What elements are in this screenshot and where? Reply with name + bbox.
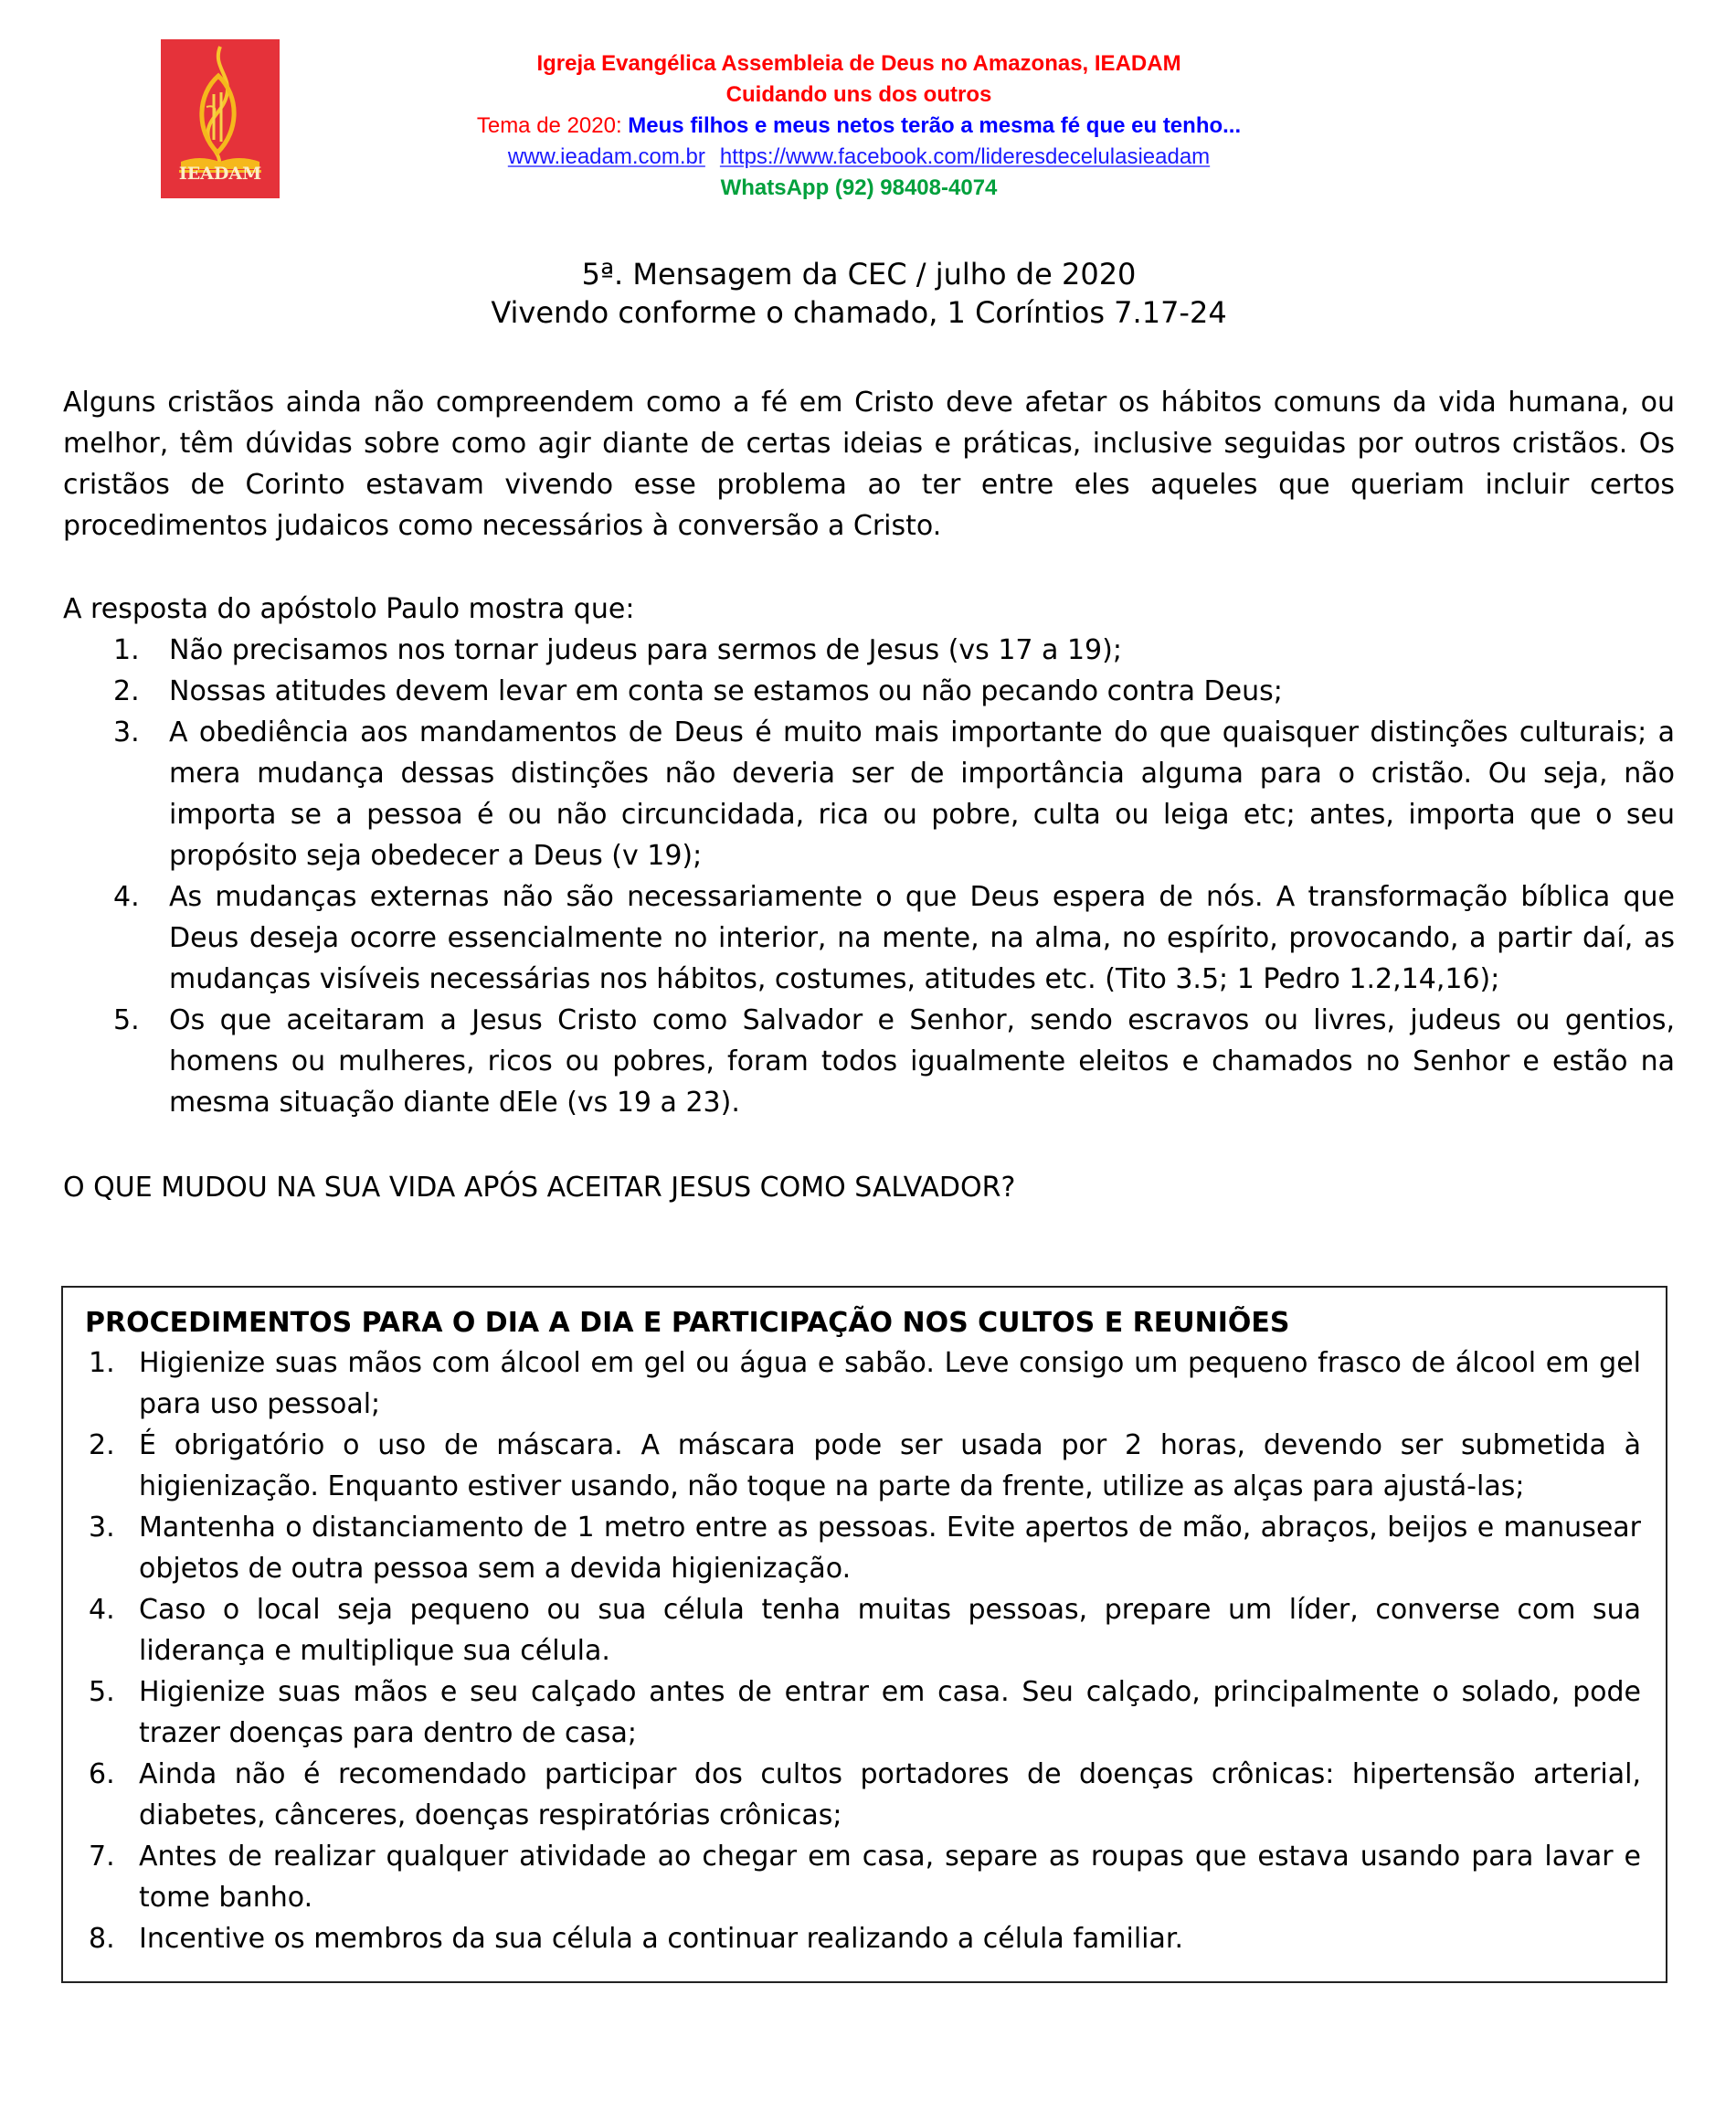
list-item — [63, 1342, 1666, 1425]
item-text: Antes de realizar qualquer atividade ao chegar em casa, separe as roupas que estava usando para lavar e tome banho. — [139, 1841, 1641, 1914]
list-item — [63, 1589, 1666, 1671]
ieadam-logo — [161, 39, 280, 198]
theme-label: Tema de 2020: — [476, 113, 622, 138]
item-number: 2. — [113, 675, 140, 707]
item-text: Higienize suas mãos com álcool em gel ou água e sabão. Leve consigo um pequeno frasco de álcool em gel para uso pessoal; — [139, 1347, 1641, 1420]
whatsapp-contact: WhatsApp (92) 98408-4074 — [720, 175, 998, 200]
theme-text: Meus filhos e meus netos terão a mesma fé que eu tenho... — [628, 113, 1242, 138]
item-number: 7. — [89, 1841, 115, 1873]
procedures-list — [63, 1342, 1666, 1959]
item-text: Ainda não é recomendado participar dos cultos portadores de doenças crônicas: hipertensão arterial, diabetes, cânceres, doenças respiratórias crônicas; — [139, 1758, 1641, 1831]
facebook-link[interactable]: https://www.facebook.com/lideresdecelulasieadam — [719, 144, 1211, 169]
reflection-question: O QUE MUDOU NA SUA VIDA APÓS ACEITAR JESUS COMO SALVADOR? — [63, 1172, 1016, 1204]
list-item — [63, 1836, 1666, 1918]
list-item — [63, 1425, 1666, 1507]
website-link[interactable]: www.ieadam.com.br — [507, 144, 705, 169]
links-line — [329, 142, 1389, 173]
item-number: 6. — [89, 1758, 115, 1790]
list-item — [63, 1000, 1675, 1123]
item-number: 2. — [89, 1429, 115, 1461]
item-number: 1. — [89, 1347, 115, 1379]
list-item — [63, 1671, 1666, 1754]
message-title — [274, 255, 1444, 332]
item-number: 5. — [89, 1676, 115, 1708]
title-line-2: Vivendo conforme o chamado, 1 Coríntios 7.17-24 — [491, 295, 1227, 330]
item-text: Caso o local seja pequeno ou sua célula tenha muitas pessoas, prepare um líder, converse com sua liderança e multiplique sua célula. — [139, 1594, 1641, 1667]
answer-intro: A resposta do apóstolo Paulo mostra que: — [63, 593, 635, 625]
item-number: 8. — [89, 1923, 115, 1955]
theme-line — [329, 111, 1389, 142]
list-item — [63, 1918, 1666, 1959]
list-item — [63, 712, 1675, 876]
list-item — [63, 1507, 1666, 1589]
item-text: Higienize suas mãos e seu calçado antes de entrar em casa. Seu calçado, principalmente o solado, pode trazer doenças para dentro de casa; — [139, 1676, 1641, 1749]
item-text: Mantenha o distanciamento de 1 metro entre as pessoas. Evite apertos de mão, abraços, beijos e manusear objetos de outra pessoa sem a devida higienização. — [139, 1512, 1641, 1585]
list-item — [63, 671, 1675, 712]
points-list — [63, 630, 1675, 1123]
item-text: Não precisamos nos tornar judeus para sermos de Jesus (vs 17 a 19); — [169, 634, 1122, 666]
item-number: 5. — [113, 1004, 140, 1036]
logo-text: IEADAM — [178, 164, 262, 184]
church-header — [329, 48, 1389, 204]
list-item — [63, 876, 1675, 1000]
item-text: Incentive os membros da sua célula a continuar realizando a célula familiar. — [139, 1923, 1183, 1955]
item-text: Nossas atitudes devem levar em conta se estamos ou não pecando contra Deus; — [169, 675, 1283, 707]
procedures-box — [61, 1286, 1667, 1983]
list-item — [63, 1754, 1666, 1836]
title-line-1: 5ª. Mensagem da CEC / julho de 2020 — [581, 257, 1137, 292]
item-number: 3. — [113, 716, 140, 748]
intro-paragraph: Alguns cristãos ainda não compreendem como a fé em Cristo deve afetar os hábitos comuns da vida humana, ou melhor, têm dúvidas sobre como agir diante de certas ideias e práticas, inclusive seguidas por outros cristãos. Os cristãos de Corinto estavam vivendo esse problema ao ter entre eles aqueles que queriam incluir certos procedimentos judaicos como necessários à conversão a Cristo. — [63, 387, 1675, 542]
item-text: A obediência aos mandamentos de Deus é muito mais importante do que quaisquer distinções culturais; a mera mudança dessas distinções não deveria ser de importância alguma para o cristão. Ou seja, não importa se a pessoa é ou não circuncidada, rica ou pobre, culta ou leiga etc; antes, importa que o seu propósito seja obedecer a Deus (v 19); — [169, 716, 1675, 872]
church-motto: Cuidando uns dos outros — [725, 82, 992, 107]
item-number: 4. — [113, 881, 140, 913]
item-number: 4. — [89, 1594, 115, 1626]
list-item — [63, 630, 1675, 671]
item-text: É obrigatório o uso de máscara. A máscara pode ser usada por 2 horas, devendo ser submetida à higienização. Enquanto estiver usando, não toque na parte da frente, utilize as alças para ajustá-las; — [139, 1429, 1641, 1502]
item-number: 3. — [89, 1512, 115, 1544]
item-number: 1. — [113, 634, 140, 666]
item-text: As mudanças externas não são necessariamente o que Deus espera de nós. A transformação bíblica que Deus deseja ocorre essencialmente no interior, na mente, na alma, no espírito, provocando, a partir daí, as mudanças visíveis necessárias nos hábitos, costumes, atitudes etc. (Tito 3.5; 1 Pedro 1.2,14,16); — [169, 881, 1675, 995]
procedures-heading: PROCEDIMENTOS PARA O DIA A DIA E PARTICIPAÇÃO NOS CULTOS E REUNIÕES — [85, 1307, 1290, 1339]
church-name: Igreja Evangélica Assembleia de Deus no Amazonas, IEADAM — [536, 51, 1181, 76]
item-text: Os que aceitaram a Jesus Cristo como Salvador e Senhor, sendo escravos ou livres, judeus ou gentios, homens ou mulheres, ricos ou pobres, foram todos igualmente eleitos e chamados no Senhor e estão na mesma situação diante dEle (vs 19 a 23). — [169, 1004, 1675, 1119]
